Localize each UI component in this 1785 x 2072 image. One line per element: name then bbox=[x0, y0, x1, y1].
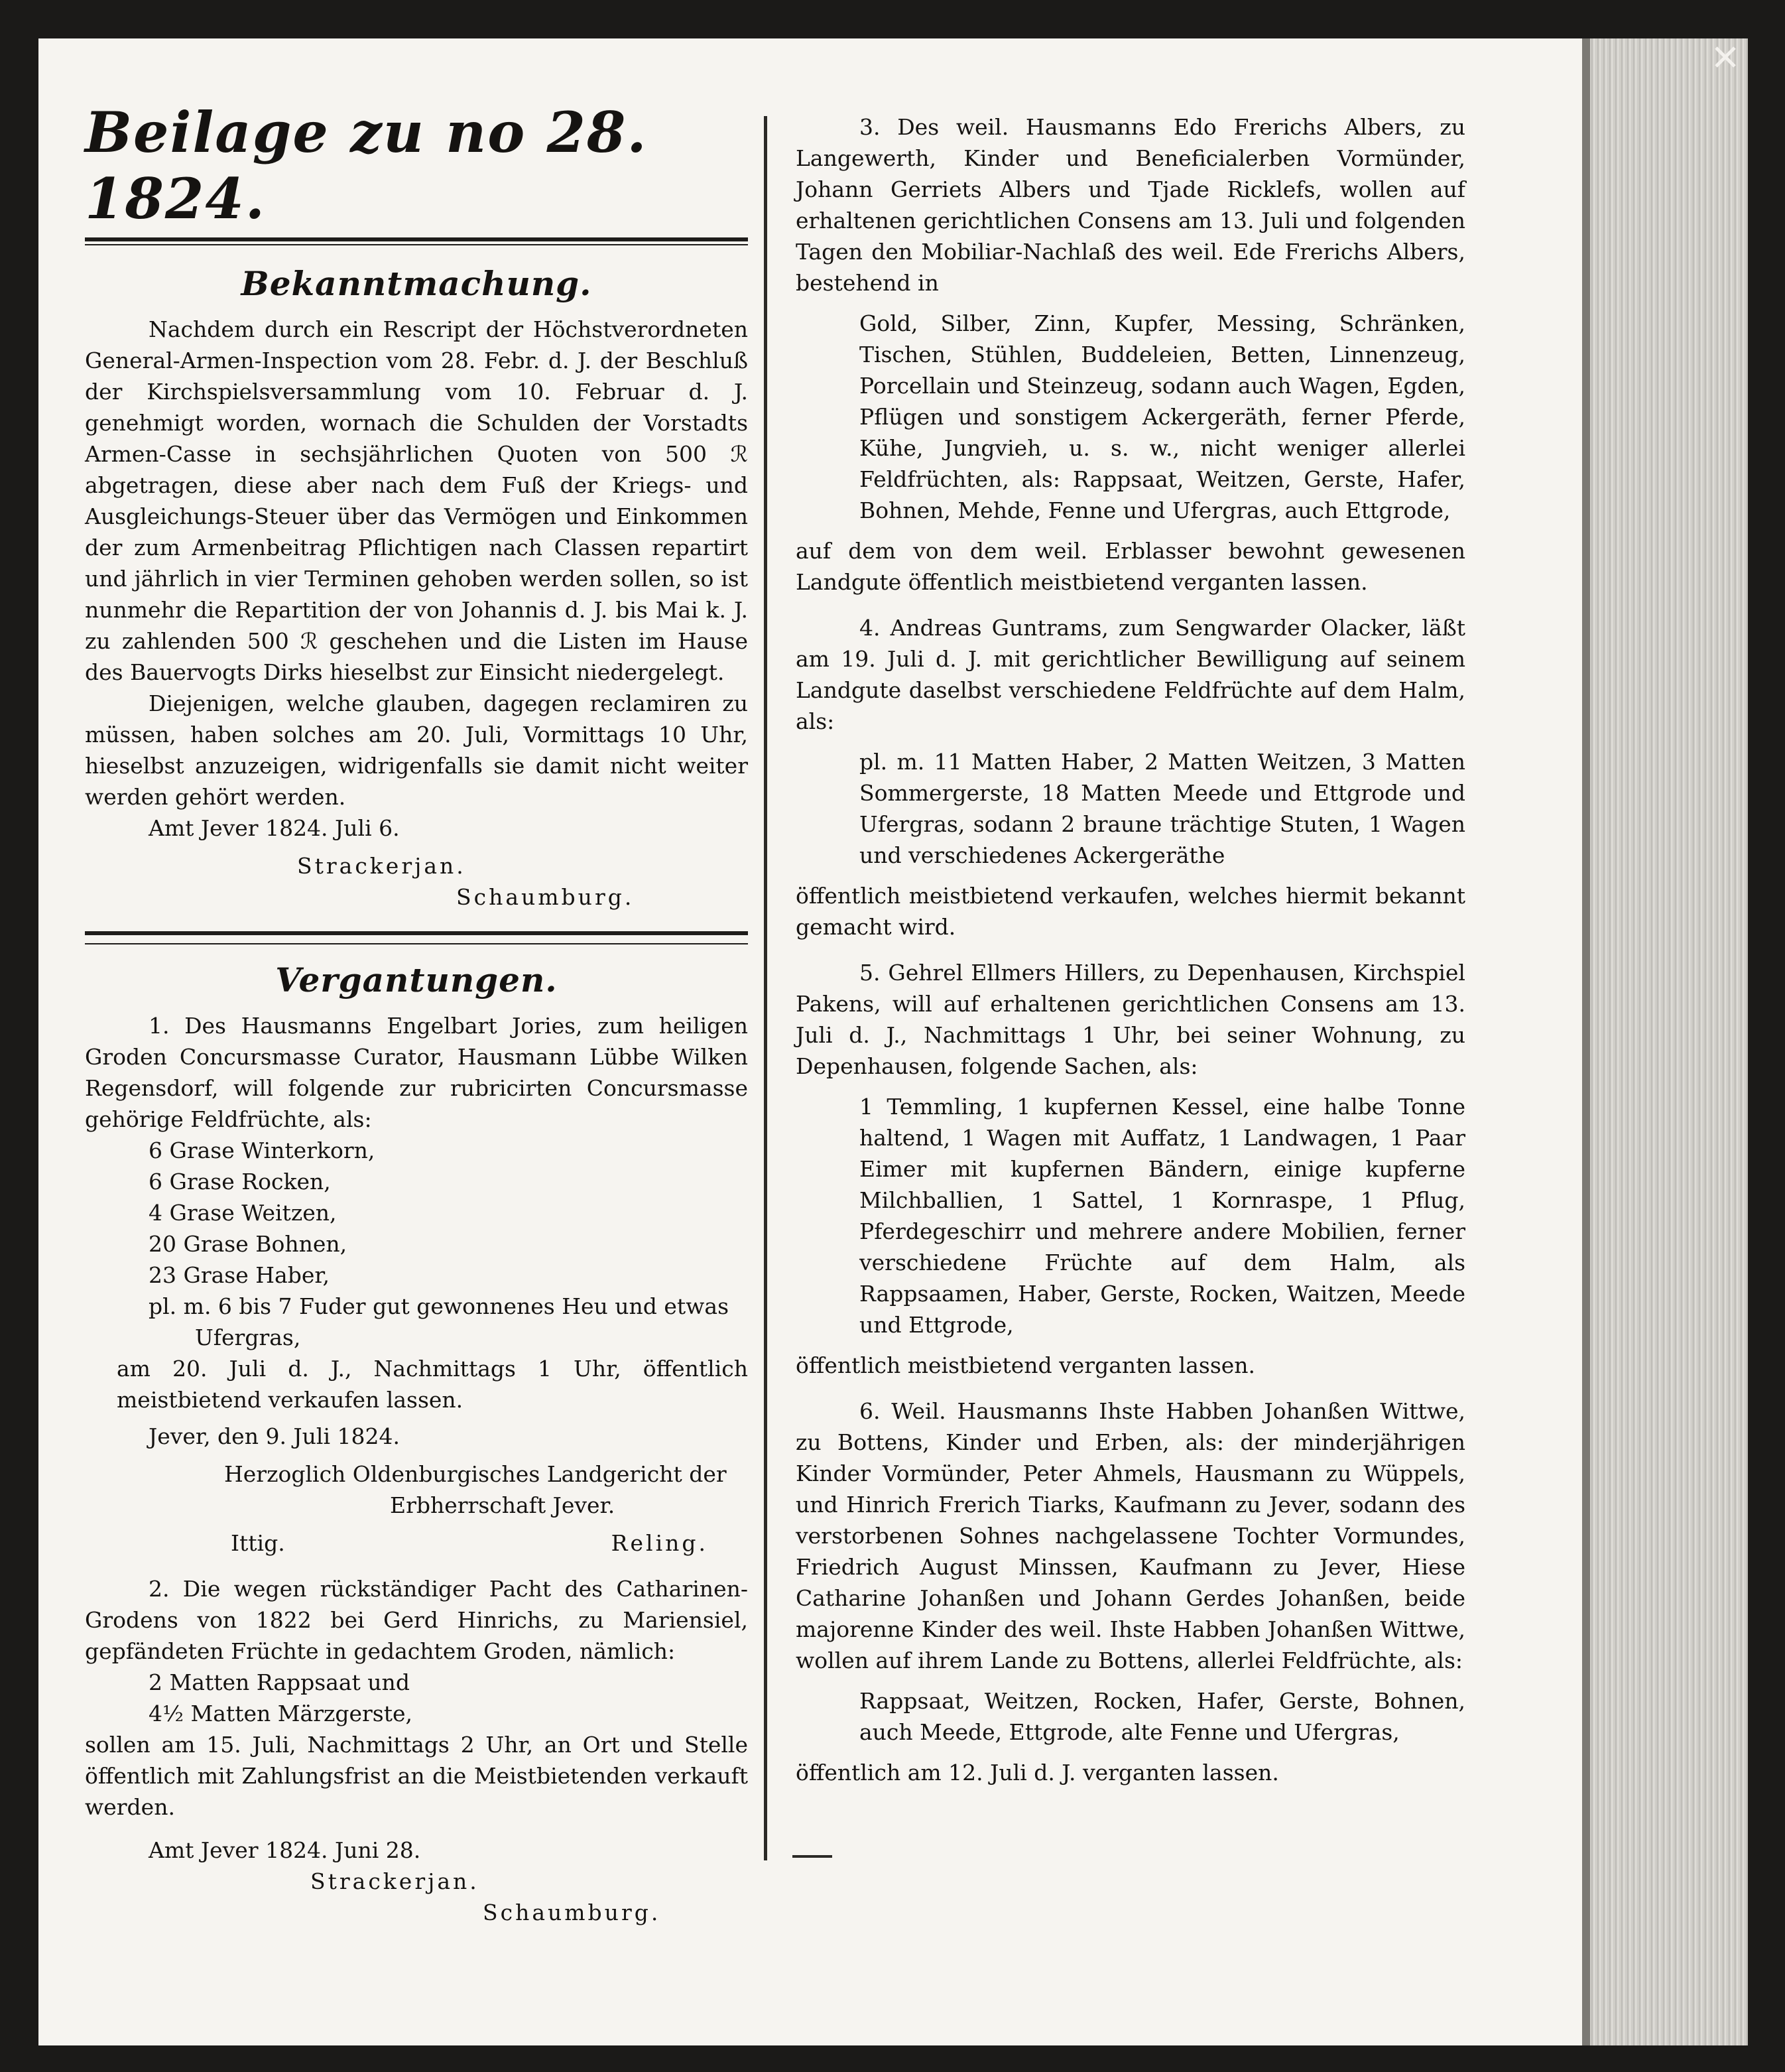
announcement-heading: Bekanntmachung. bbox=[241, 264, 592, 303]
closing-rule bbox=[792, 1855, 832, 1858]
scan-border-left bbox=[0, 0, 38, 2072]
auction-1-closing: am 20. Juli d. J., Nachmittags 1 Uhr, öffentlich meistbietend verkaufen lassen. bbox=[117, 1356, 748, 1413]
announcement-paragraph-1: Nachdem durch ein Rescript der Höchstverordneten General-Armen-Inspection vom 28. Febr. d. J. der Beschluß der Kirchspielsversammlung vom 10. Februar d. J. genehmigt worden, wornach die Schulden der Vorstadts Armen-Casse in sechsjährlichen Quoten von 500 ℛ abgetragen, diese aber nach dem Fuß der Kriegs- und Ausgleichungs-Steuer über das Vermögen und Einkommen der zum Armenbeitrag Pflichtigen nach Classen repartirt und jährlich in vier Terminen gehoben werden sollen, so ist nunmehr die Repartition der von Johannis d. J. bis Mai k. J. zu zahlenden 500 ℛ geschehen und die Listen im Hause des Bauervogts Dirks hieselbst zur Einsicht niedergelegt. bbox=[85, 316, 748, 685]
auction-3-intro: 3. Des weil. Hausmanns Edo Frerichs Albers, zu Langewerth, Kinder und Beneficialerben Vormünder, Johann Gerriets Albers und Tjade Ricklefs, wollen auf erhaltenen gerichtlichen Consens am 13. Juli und folgenden Tagen den Mobiliar-Nachlaß des weil. Ede Frerichs Albers, bestehend in bbox=[796, 114, 1465, 296]
auction-6-closing: öffentlich am 12. Juli d. J. verganten lassen. bbox=[796, 1760, 1279, 1785]
list-item: 20 Grase Bohnen, bbox=[149, 1231, 347, 1257]
auction-5-closing: öffentlich meistbietend verganten lassen. bbox=[796, 1352, 1256, 1378]
list-item: pl. m. 6 bis 7 Fuder gut gewonnenes Heu und etwas Ufergras, bbox=[149, 1293, 729, 1350]
auction-5-goods: 1 Temmling, 1 kupfernen Kessel, eine halbe Tonne haltend, 1 Wagen mit Auffatz, 1 Landwagen, 1 Paar Eimer mit kupfernen Bändern, einige kupferne Milchballien, 1 Sattel, 1 Kornraspe, 1 Pflug, Pferdegeschirr und mehrere andere Mobilien, ferner verschiedene Früchte auf dem Halm, als Rappsaamen, Haber, Gerste, Rocken, Waitzen, Meede und Ettgrode, bbox=[859, 1094, 1465, 1338]
announcement-signer-2: Schaumburg. bbox=[456, 884, 635, 910]
title-rule-thick bbox=[85, 237, 748, 241]
auction-6-intro: 6. Weil. Hausmanns Ihste Habben Johanßen Wittwe, zu Bottens, Kinder und Erben, als: der minderjährigen Kinder Vormünder, Peter Ahmels, Hausmann zu Wüppels, und Hinrich Frerich Tiarks, Kaufmann zu Jever, sodann des verstorbenen Sohnes nachgelassene Tochter Vormundes, Friedrich August Minssen, Kaufmann zu Jever, Hiese Catharine Johanßen und Johann Gerdes Johanßen, beide majorenne Kinder des weil. Ihste Habben Johanßen Wittwe, wollen auf ihrem Lande zu Bottens, allerlei Feldfrüchte, als: bbox=[796, 1398, 1465, 1673]
right-column bbox=[796, 111, 1465, 1788]
list-item: 4 Grase Weitzen, bbox=[149, 1200, 337, 1226]
scan-border-bottom bbox=[0, 2045, 1785, 2072]
auction-1-court-line-2: Erbherrschaft Jever. bbox=[390, 1492, 615, 1518]
auction-2-closing: sollen am 15. Juli, Nachmittags 2 Uhr, an Ort und Stelle öffentlich mit Zahlungsfrist an die Meistbietenden verkauft werden. bbox=[85, 1732, 748, 1820]
scan-border-top bbox=[0, 0, 1785, 38]
auction-1-court-line-1: Herzoglich Oldenburgisches Landgericht der bbox=[224, 1461, 727, 1487]
auction-2-date: Amt Jever 1824. Juni 28. bbox=[149, 1837, 421, 1863]
auction-5-intro: 5. Gehrel Ellmers Hillers, zu Depenhausen, Kirchspiel Pakens, will auf erhaltenen gerichtlichen Consens am 13. Juli d. J., Nachmittags 1 Uhr, bei seiner Wohnung, zu Depenhausen, folgende Sachen, als: bbox=[796, 960, 1465, 1079]
announcement-date: Amt Jever 1824. Juli 6. bbox=[149, 815, 400, 841]
section-rule-thin bbox=[85, 943, 748, 944]
auction-1-signatures bbox=[231, 1527, 708, 1559]
list-item: 2 Matten Rappsaat und bbox=[149, 1669, 410, 1695]
auction-1-goods bbox=[149, 1135, 748, 1353]
auction-4-intro: 4. Andreas Guntrams, zum Sengwarder Olacker, läßt am 19. Juli d. J. mit gerichtlicher Bewilligung auf seinem Landgute daselbst verschiedene Feldfrüchte auf dem Halm, als: bbox=[796, 615, 1465, 734]
auction-3-goods: Gold, Silber, Zinn, Kupfer, Messing, Schränken, Tischen, Stühlen, Buddeleien, Betten, Linnenzeug, Porcellain und Steinzeug, sodann auch Wagen, Egden, Pflügen und sonstigem Ackergeräth, ferner Pferde, Kühe, Jungvieh, u. s. w., nicht weniger allerlei Feldfrüchten, als: Rappsaat, Weitzen, Gerste, Hafer, Bohnen, Mehde, Fenne und Ufergras, auch Ettgrode, bbox=[859, 310, 1465, 523]
auction-2-intro: 2. Die wegen rückständiger Pacht des Catharinen-Grodens von 1822 bei Gerd Hinrichs, zu Mariensiel, gepfändeten Früchte in gedachtem Groden, nämlich: bbox=[85, 1576, 748, 1664]
list-item: 23 Grase Haber, bbox=[149, 1262, 330, 1288]
supplement-title: Beilage zu no 28. 1824. bbox=[85, 99, 648, 231]
auction-4-closing: öffentlich meistbietend verkaufen, welches hiermit bekannt gemacht wird. bbox=[796, 883, 1465, 940]
section-rule-thick bbox=[85, 931, 748, 935]
auction-2-signer-2: Schaumburg. bbox=[483, 1900, 661, 1925]
title-rule-thin bbox=[85, 244, 748, 245]
list-item: 6 Grase Rocken, bbox=[149, 1169, 331, 1195]
page-stack-edge bbox=[1590, 38, 1748, 2045]
announcement-paragraph-2: Diejenigen, welche glauben, dagegen reclamiren zu müssen, haben solches am 20. Juli, Vormittags 10 Uhr, hieselbst anzuzeigen, widrigenfalls sie damit nicht weiter werden gehört werden. bbox=[85, 690, 748, 810]
left-column bbox=[85, 99, 748, 1928]
scan-border-right bbox=[1748, 0, 1785, 2072]
list-item: 4½ Matten Märzgerste, bbox=[149, 1701, 412, 1726]
auction-1-signer-1: Ittig. bbox=[231, 1530, 285, 1556]
announcement-signer-1: Strackerjan. bbox=[297, 853, 466, 879]
auction-4-goods: pl. m. 11 Matten Haber, 2 Matten Weitzen, 3 Matten Sommergerste, 18 Matten Meede und Ettgrode und Ufergras, sodann 2 braune trächtige Stuten, 1 Wagen und verschiedenes Ackergeräthe bbox=[859, 749, 1465, 868]
column-divider bbox=[764, 116, 767, 1860]
corner-cross-mark bbox=[1713, 45, 1737, 69]
auction-6-goods: Rappsaat, Weitzen, Rocken, Hafer, Gerste, Bohnen, auch Meede, Ettgrode, alte Fenne und Ufergras, bbox=[859, 1688, 1465, 1745]
auction-2-goods bbox=[149, 1667, 748, 1729]
auction-1-intro: 1. Des Hausmanns Engelbart Jories, zum heiligen Groden Concursmasse Curator, Hausmann Lübbe Wilken Regensdorf, will folgende zur rubricirten Concursmasse gehörige Feldfrüchte, als: bbox=[85, 1013, 748, 1132]
auction-1-date: Jever, den 9. Juli 1824. bbox=[149, 1423, 400, 1449]
auctions-heading: Vergantungen. bbox=[275, 960, 558, 1000]
auction-1-signer-2: Reling. bbox=[611, 1530, 708, 1556]
auction-3-closing: auf dem von dem weil. Erblasser bewohnt gewesenen Landgute öffentlich meistbietend verganten lassen. bbox=[796, 538, 1465, 595]
auction-2-signer-1: Strackerjan. bbox=[310, 1868, 479, 1894]
list-item: 6 Grase Winterkorn, bbox=[149, 1137, 375, 1163]
